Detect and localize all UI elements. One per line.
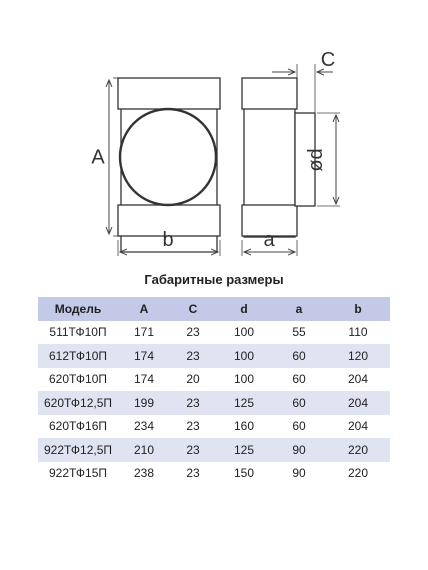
cell-b: 204	[347, 419, 369, 434]
cell-a: 60	[292, 395, 306, 410]
label-A: A	[91, 146, 105, 169]
table-row	[38, 438, 390, 462]
technical-drawing	[0, 0, 428, 270]
cell-model: 620ТФ16П	[48, 419, 108, 434]
header-b: b	[354, 301, 362, 316]
cell-C: 23	[186, 395, 200, 410]
header-C: C	[188, 301, 198, 316]
cell-b: 204	[347, 395, 369, 410]
cell-d: 125	[233, 395, 255, 410]
cell-C: 20	[186, 372, 200, 387]
front-view	[113, 78, 220, 252]
table-row	[38, 368, 390, 392]
cell-A: 238	[133, 466, 155, 481]
cell-a: 55	[292, 325, 306, 340]
cell-d: 100	[233, 348, 255, 363]
cell-a: 60	[292, 419, 306, 434]
cell-b: 120	[347, 348, 369, 363]
table-row	[38, 321, 390, 345]
cell-d: 100	[233, 325, 255, 340]
label-d: ød	[305, 148, 327, 172]
label-a: a	[263, 229, 275, 251]
cell-b: 220	[347, 466, 369, 481]
cell-A: 171	[133, 325, 155, 340]
cell-b: 110	[348, 325, 368, 340]
cell-d: 150	[233, 466, 255, 481]
header-model: Модель	[54, 301, 102, 316]
table-row	[38, 344, 390, 368]
table-header-row	[38, 297, 390, 321]
dimensions-table	[38, 297, 390, 485]
dimension-A	[91, 80, 109, 234]
cell-model: 612ТФ10П	[48, 348, 108, 363]
table-row	[38, 391, 390, 415]
cell-A: 199	[133, 395, 155, 410]
table-title: Габаритные размеры	[144, 272, 284, 287]
side-top-flange	[242, 78, 297, 109]
cell-C: 23	[186, 348, 200, 363]
cell-a: 60	[292, 348, 306, 363]
table-row	[38, 462, 390, 486]
label-C: C	[320, 49, 336, 71]
cell-A: 174	[133, 348, 155, 363]
cell-a: 90	[292, 442, 306, 457]
header-d: d	[240, 301, 248, 316]
cell-C: 23	[186, 419, 200, 434]
cell-b: 220	[347, 442, 369, 457]
cell-a: 90	[292, 466, 306, 481]
table-row	[38, 415, 390, 439]
cell-model: 922ТФ15П	[48, 466, 108, 481]
cell-model: 922ТФ12,5П	[43, 442, 113, 457]
header-A: A	[139, 301, 149, 316]
cell-A: 174	[133, 372, 155, 387]
cell-A: 210	[133, 442, 155, 457]
cell-d: 160	[233, 419, 255, 434]
cell-d: 125	[233, 442, 255, 457]
cell-C: 23	[186, 325, 200, 340]
header-a: a	[295, 301, 303, 316]
cell-a: 60	[292, 372, 306, 387]
cell-model: 511ТФ10П	[49, 325, 107, 340]
cell-b: 204	[347, 372, 369, 387]
cell-C: 23	[186, 466, 200, 481]
cell-A: 234	[133, 419, 155, 434]
cell-d: 100	[233, 372, 255, 387]
label-b: b	[162, 229, 174, 251]
cell-model: 620ТФ10П	[48, 372, 108, 387]
front-top-flange	[118, 78, 220, 109]
cell-model: 620ТФ12,5П	[43, 395, 113, 410]
front-outlet-circle	[120, 109, 216, 205]
cell-C: 23	[186, 442, 200, 457]
